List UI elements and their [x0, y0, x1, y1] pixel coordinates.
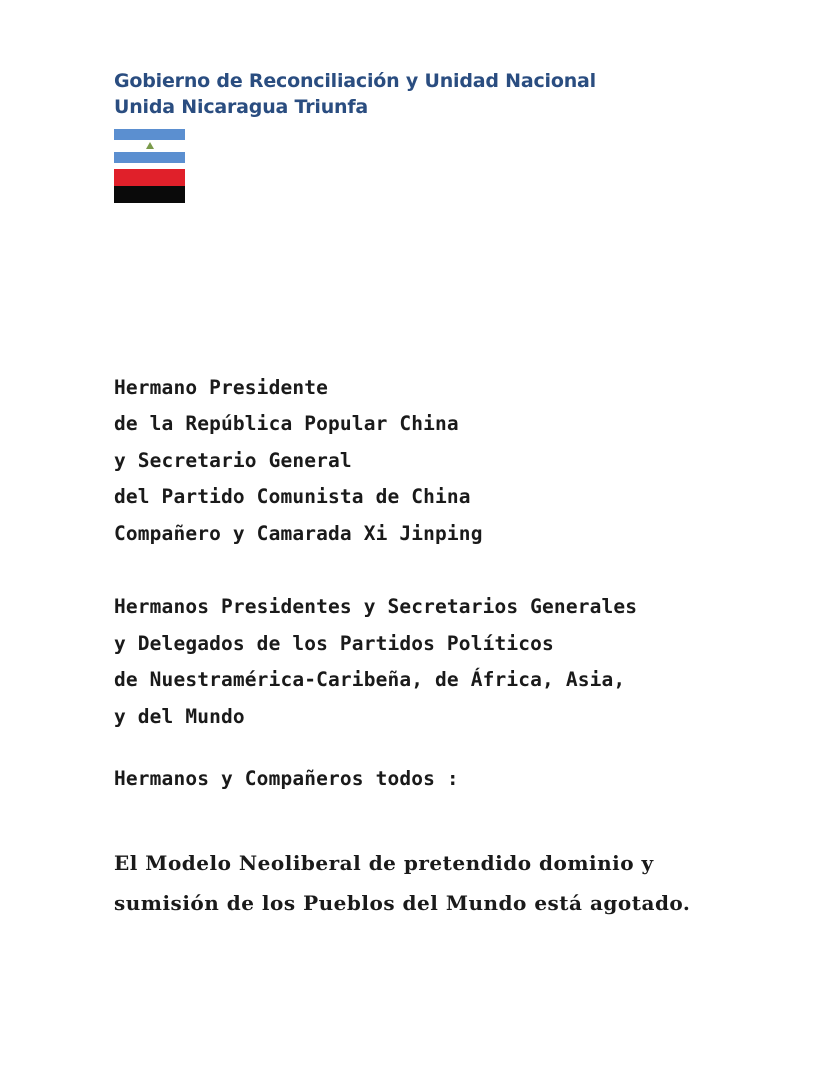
header-line-slogan: Unida Nicaragua Triunfa	[114, 96, 369, 118]
flags-group	[114, 129, 185, 203]
salutation-line: y del Mundo	[114, 704, 245, 728]
salutation-line: del Partido Comunista de China	[114, 485, 471, 509]
body-line: El Modelo Neoliberal de pretendido dominio y	[114, 851, 654, 875]
body-line: sumisión de los Pueblos del Mundo está agotado.	[114, 891, 691, 915]
salutation-all	[114, 765, 459, 793]
salutation-line: de la República Popular China	[114, 412, 459, 436]
salutation-line: Hermanos Presidentes y Secretarios Generales	[114, 595, 638, 618]
fsln-flag-icon	[114, 169, 185, 203]
salutation-line: y Secretario General	[114, 448, 352, 472]
header-line-government: Gobierno de Reconciliación y Unidad Nacional	[114, 70, 596, 92]
salutation-president	[114, 370, 483, 552]
salutation-line: de Nuestramérica-Caribeña, de África, Asia,	[114, 668, 626, 691]
salutation-delegates	[114, 589, 637, 735]
salutation-line: y Delegados de los Partidos Políticos	[114, 631, 554, 655]
nicaragua-flag-icon	[114, 129, 185, 163]
government-header	[114, 68, 596, 120]
salutation-line: Hermanos y Compañeros todos :	[114, 767, 459, 790]
salutation-line: Hermano Presidente	[114, 376, 329, 399]
speech-body	[114, 843, 714, 923]
coat-of-arms-icon	[146, 142, 154, 149]
salutation-line: Compañero y Camarada Xi Jinping	[114, 521, 483, 545]
